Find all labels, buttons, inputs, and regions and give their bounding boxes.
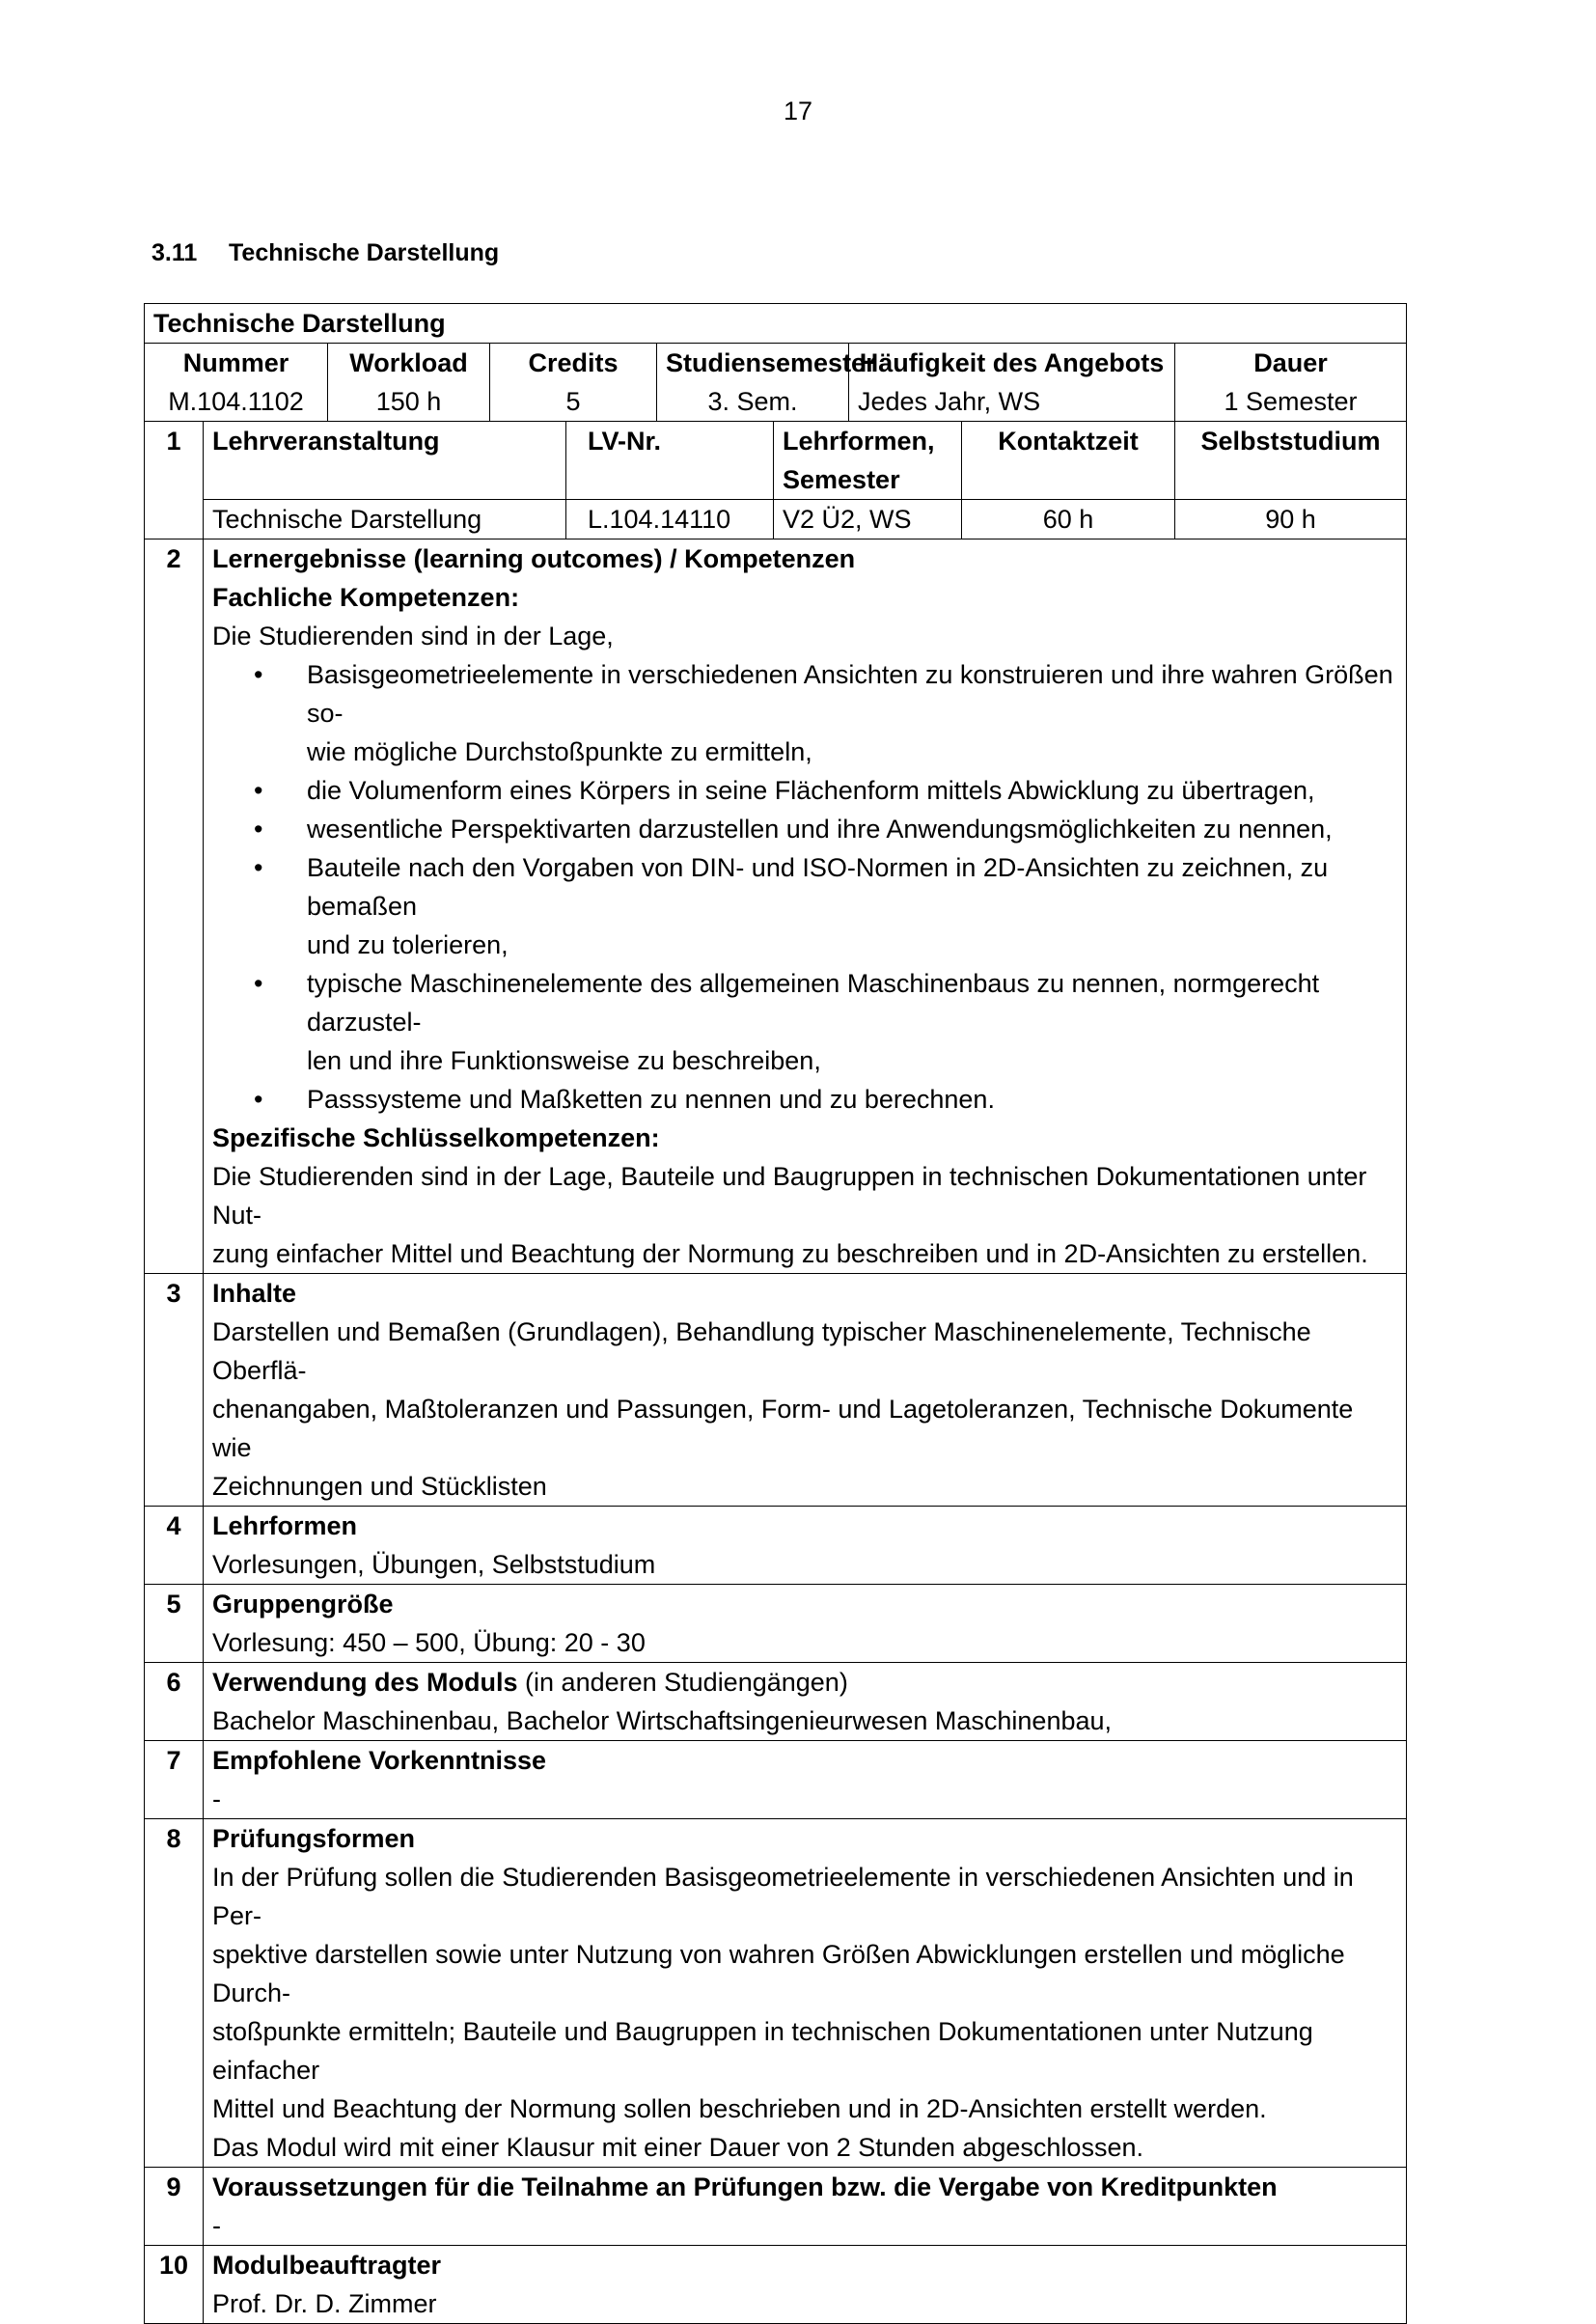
section-7-number: 7 bbox=[145, 1741, 204, 1819]
section-7-title: Empfohlene Vorkenntnisse bbox=[212, 1746, 547, 1775]
section-row-3 bbox=[145, 1274, 1407, 1507]
section-3-number: 3 bbox=[145, 1274, 204, 1507]
header-workload: Workload bbox=[328, 344, 490, 383]
section-6-title-line bbox=[212, 1663, 1397, 1702]
module-values-row bbox=[145, 382, 1407, 422]
value-dauer: 1 Semester bbox=[1175, 382, 1407, 422]
section-title: Technische Darstellung bbox=[229, 239, 500, 266]
section-4-text: Vorlesungen, Übungen, Selbststudium bbox=[212, 1550, 656, 1579]
header-kontaktzeit: Kontaktzeit bbox=[962, 422, 1175, 500]
section-8-content bbox=[204, 1819, 1407, 2168]
section-5-text: Vorlesung: 450 – 500, Übung: 20 - 30 bbox=[212, 1628, 646, 1657]
section-7-text: - bbox=[212, 1784, 221, 1813]
bullet-item bbox=[307, 655, 1397, 771]
section-5-number: 5 bbox=[145, 1585, 204, 1663]
section-3-line: chenangaben, Maßtoleranzen und Passungen, Form- und Lagetoleranzen, Technische Dokumente wie bbox=[212, 1395, 1354, 1462]
section-9-content bbox=[204, 2168, 1407, 2246]
header-lehrveranstaltung: Lehrveranstaltung bbox=[204, 422, 566, 500]
bullet-item bbox=[307, 810, 1397, 848]
value-lvnr: L.104.14110 bbox=[566, 500, 774, 540]
bullet-line: • Passsysteme und Maßketten zu nennen und zu berechnen. bbox=[307, 1085, 995, 1114]
section-6-number: 6 bbox=[145, 1663, 204, 1741]
bullet-line: wie mögliche Durchstoßpunkte zu ermitteln, bbox=[307, 737, 812, 766]
module-title-row bbox=[145, 304, 1407, 344]
page-number: 17 bbox=[783, 97, 813, 125]
section-10-number: 10 bbox=[145, 2246, 204, 2324]
section-4-title: Lehrformen bbox=[212, 1511, 358, 1540]
section-row-2 bbox=[145, 540, 1407, 1274]
header-studiensemester: Studiensemester bbox=[657, 344, 849, 383]
section-2-title: Lernergebnisse (learning outcomes) / Kompetenzen bbox=[212, 544, 856, 573]
section-5-title: Gruppengröße bbox=[212, 1590, 394, 1618]
section-8-line: stoßpunkte ermitteln; Bauteile und Baugruppen in technischen Dokumentationen unter Nutzung einfacher bbox=[212, 2017, 1313, 2085]
section-9-title: Voraussetzungen für die Teilnahme an Prüfungen bzw. die Vergabe von Kreditpunkten bbox=[212, 2172, 1278, 2201]
bullet-item bbox=[307, 771, 1397, 810]
bullet-line: • Bauteile nach den Vorgaben von DIN- und ISO-Normen in 2D-Ansichten zu zeichnen, zu bemaßen bbox=[307, 853, 1329, 921]
section-number: 3.11 bbox=[151, 239, 198, 266]
section-3-content bbox=[204, 1274, 1407, 1507]
value-selbststudium: 90 h bbox=[1175, 500, 1407, 540]
bullet-line: • die Volumenform eines Körpers in seine Flächenform mittels Abwicklung zu übertragen, bbox=[307, 776, 1315, 805]
section-6-title: Verwendung des Moduls bbox=[212, 1668, 518, 1697]
section-6-title-suffix: (in anderen Studiengängen) bbox=[517, 1668, 848, 1697]
section-2-schluessel-title: Spezifische Schlüsselkompetenzen: bbox=[212, 1123, 660, 1152]
header-credits: Credits bbox=[490, 344, 657, 383]
section-8-line: Das Modul wird mit einer Klausur mit einer Dauer von 2 Stunden abgeschlossen. bbox=[212, 2133, 1143, 2162]
value-nummer: M.104.1102 bbox=[145, 382, 328, 422]
section-5-content bbox=[204, 1585, 1407, 1663]
value-kontaktzeit: 60 h bbox=[962, 500, 1175, 540]
section-3-line: Zeichnungen und Stücklisten bbox=[212, 1472, 547, 1501]
bullet-line: • Basisgeometrieelemente in verschiedenen Ansichten zu konstruieren und ihre wahren Größen so- bbox=[307, 660, 1393, 728]
value-lehrformen: V2 Ü2, WS bbox=[774, 500, 962, 540]
section-8-line: spektive darstellen sowie unter Nutzung von wahren Größen Abwicklungen erstellen und mögliche Durch- bbox=[212, 1940, 1345, 2007]
value-workload: 150 h bbox=[328, 382, 490, 422]
module-header-row bbox=[145, 344, 1407, 383]
header-selbststudium: Selbststudium bbox=[1175, 422, 1407, 500]
section-4-number: 4 bbox=[145, 1507, 204, 1585]
section-8-line: In der Prüfung sollen die Studierenden Basisgeometrieelemente in verschiedenen Ansichten und in Per- bbox=[212, 1863, 1354, 1930]
section-9-number: 9 bbox=[145, 2168, 204, 2246]
section-row-5 bbox=[145, 1585, 1407, 1663]
section-row-9 bbox=[145, 2168, 1407, 2246]
section-9-text: - bbox=[212, 2211, 221, 2240]
header-lehrformen bbox=[774, 422, 962, 500]
section-8-number: 8 bbox=[145, 1819, 204, 2168]
value-haeufigkeit: Jedes Jahr, WS bbox=[849, 382, 1175, 422]
section-2-content bbox=[204, 540, 1407, 1274]
section-row-4 bbox=[145, 1507, 1407, 1585]
section-row-7 bbox=[145, 1741, 1407, 1819]
lv-header-row bbox=[145, 422, 1407, 500]
bullet-line: und zu tolerieren, bbox=[307, 930, 509, 959]
lv-row-number: 1 bbox=[145, 422, 204, 540]
section-heading bbox=[151, 239, 499, 267]
section-row-6 bbox=[145, 1663, 1407, 1741]
section-row-8 bbox=[145, 1819, 1407, 2168]
section-2-bullets bbox=[212, 655, 1397, 1119]
header-nummer: Nummer bbox=[145, 344, 328, 383]
section-2-number: 2 bbox=[145, 540, 204, 1274]
section-6-content bbox=[204, 1663, 1407, 1741]
header-lvnr: LV-Nr. bbox=[566, 422, 774, 500]
section-2-schluessel-line2: zung einfacher Mittel und Beachtung der Normung zu beschreiben und in 2D-Ansichten zu erstellen. bbox=[212, 1239, 1368, 1268]
section-2-fach-title: Fachliche Kompetenzen: bbox=[212, 583, 520, 612]
bullet-item bbox=[307, 964, 1397, 1080]
value-lehrveranstaltung: Technische Darstellung bbox=[204, 500, 566, 540]
section-2-schluessel-line1: Die Studierenden sind in der Lage, Bauteile und Baugruppen in technischen Dokumentationen unter Nut- bbox=[212, 1162, 1367, 1230]
bullet-line: len und ihre Funktionsweise zu beschreiben, bbox=[307, 1046, 821, 1075]
header-haeufigkeit: Häufigkeit des Angebots bbox=[849, 344, 1175, 383]
section-3-line: Darstellen und Bemaßen (Grundlagen), Behandlung typischer Maschinenelemente, Technische Oberflä- bbox=[212, 1317, 1311, 1385]
lv-values-row bbox=[145, 500, 1407, 540]
header-dauer: Dauer bbox=[1175, 344, 1407, 383]
section-8-line: Mittel und Beachtung der Normung sollen beschrieben und in 2D-Ansichten erstellt werden. bbox=[212, 2094, 1267, 2123]
section-6-text: Bachelor Maschinenbau, Bachelor Wirtschaftsingenieurwesen Maschinenbau, bbox=[212, 1706, 1113, 1735]
header-lehrformen-line1: Lehrformen, bbox=[783, 427, 935, 456]
bullet-line: • wesentliche Perspektivarten darzustellen und ihre Anwendungsmöglichkeiten zu nennen, bbox=[307, 815, 1333, 844]
section-10-text: Prof. Dr. D. Zimmer bbox=[212, 2289, 437, 2318]
section-4-content bbox=[204, 1507, 1407, 1585]
section-3-title: Inhalte bbox=[212, 1279, 297, 1308]
section-2-intro: Die Studierenden sind in der Lage, bbox=[212, 622, 614, 650]
value-studiensemester: 3. Sem. bbox=[657, 382, 849, 422]
header-lehrformen-line2: Semester bbox=[783, 465, 900, 494]
value-credits: 5 bbox=[490, 382, 657, 422]
section-8-title: Prüfungsformen bbox=[212, 1824, 416, 1853]
module-title: Technische Darstellung bbox=[145, 304, 1407, 344]
bullet-item bbox=[307, 848, 1397, 964]
bullet-item bbox=[307, 1080, 1397, 1119]
section-10-title: Modulbeauftragter bbox=[212, 2251, 442, 2280]
bullet-line: • typische Maschinenelemente des allgemeinen Maschinenbaus zu nennen, normgerecht darzustel- bbox=[307, 969, 1320, 1037]
section-7-content bbox=[204, 1741, 1407, 1819]
module-table bbox=[144, 303, 1407, 2324]
